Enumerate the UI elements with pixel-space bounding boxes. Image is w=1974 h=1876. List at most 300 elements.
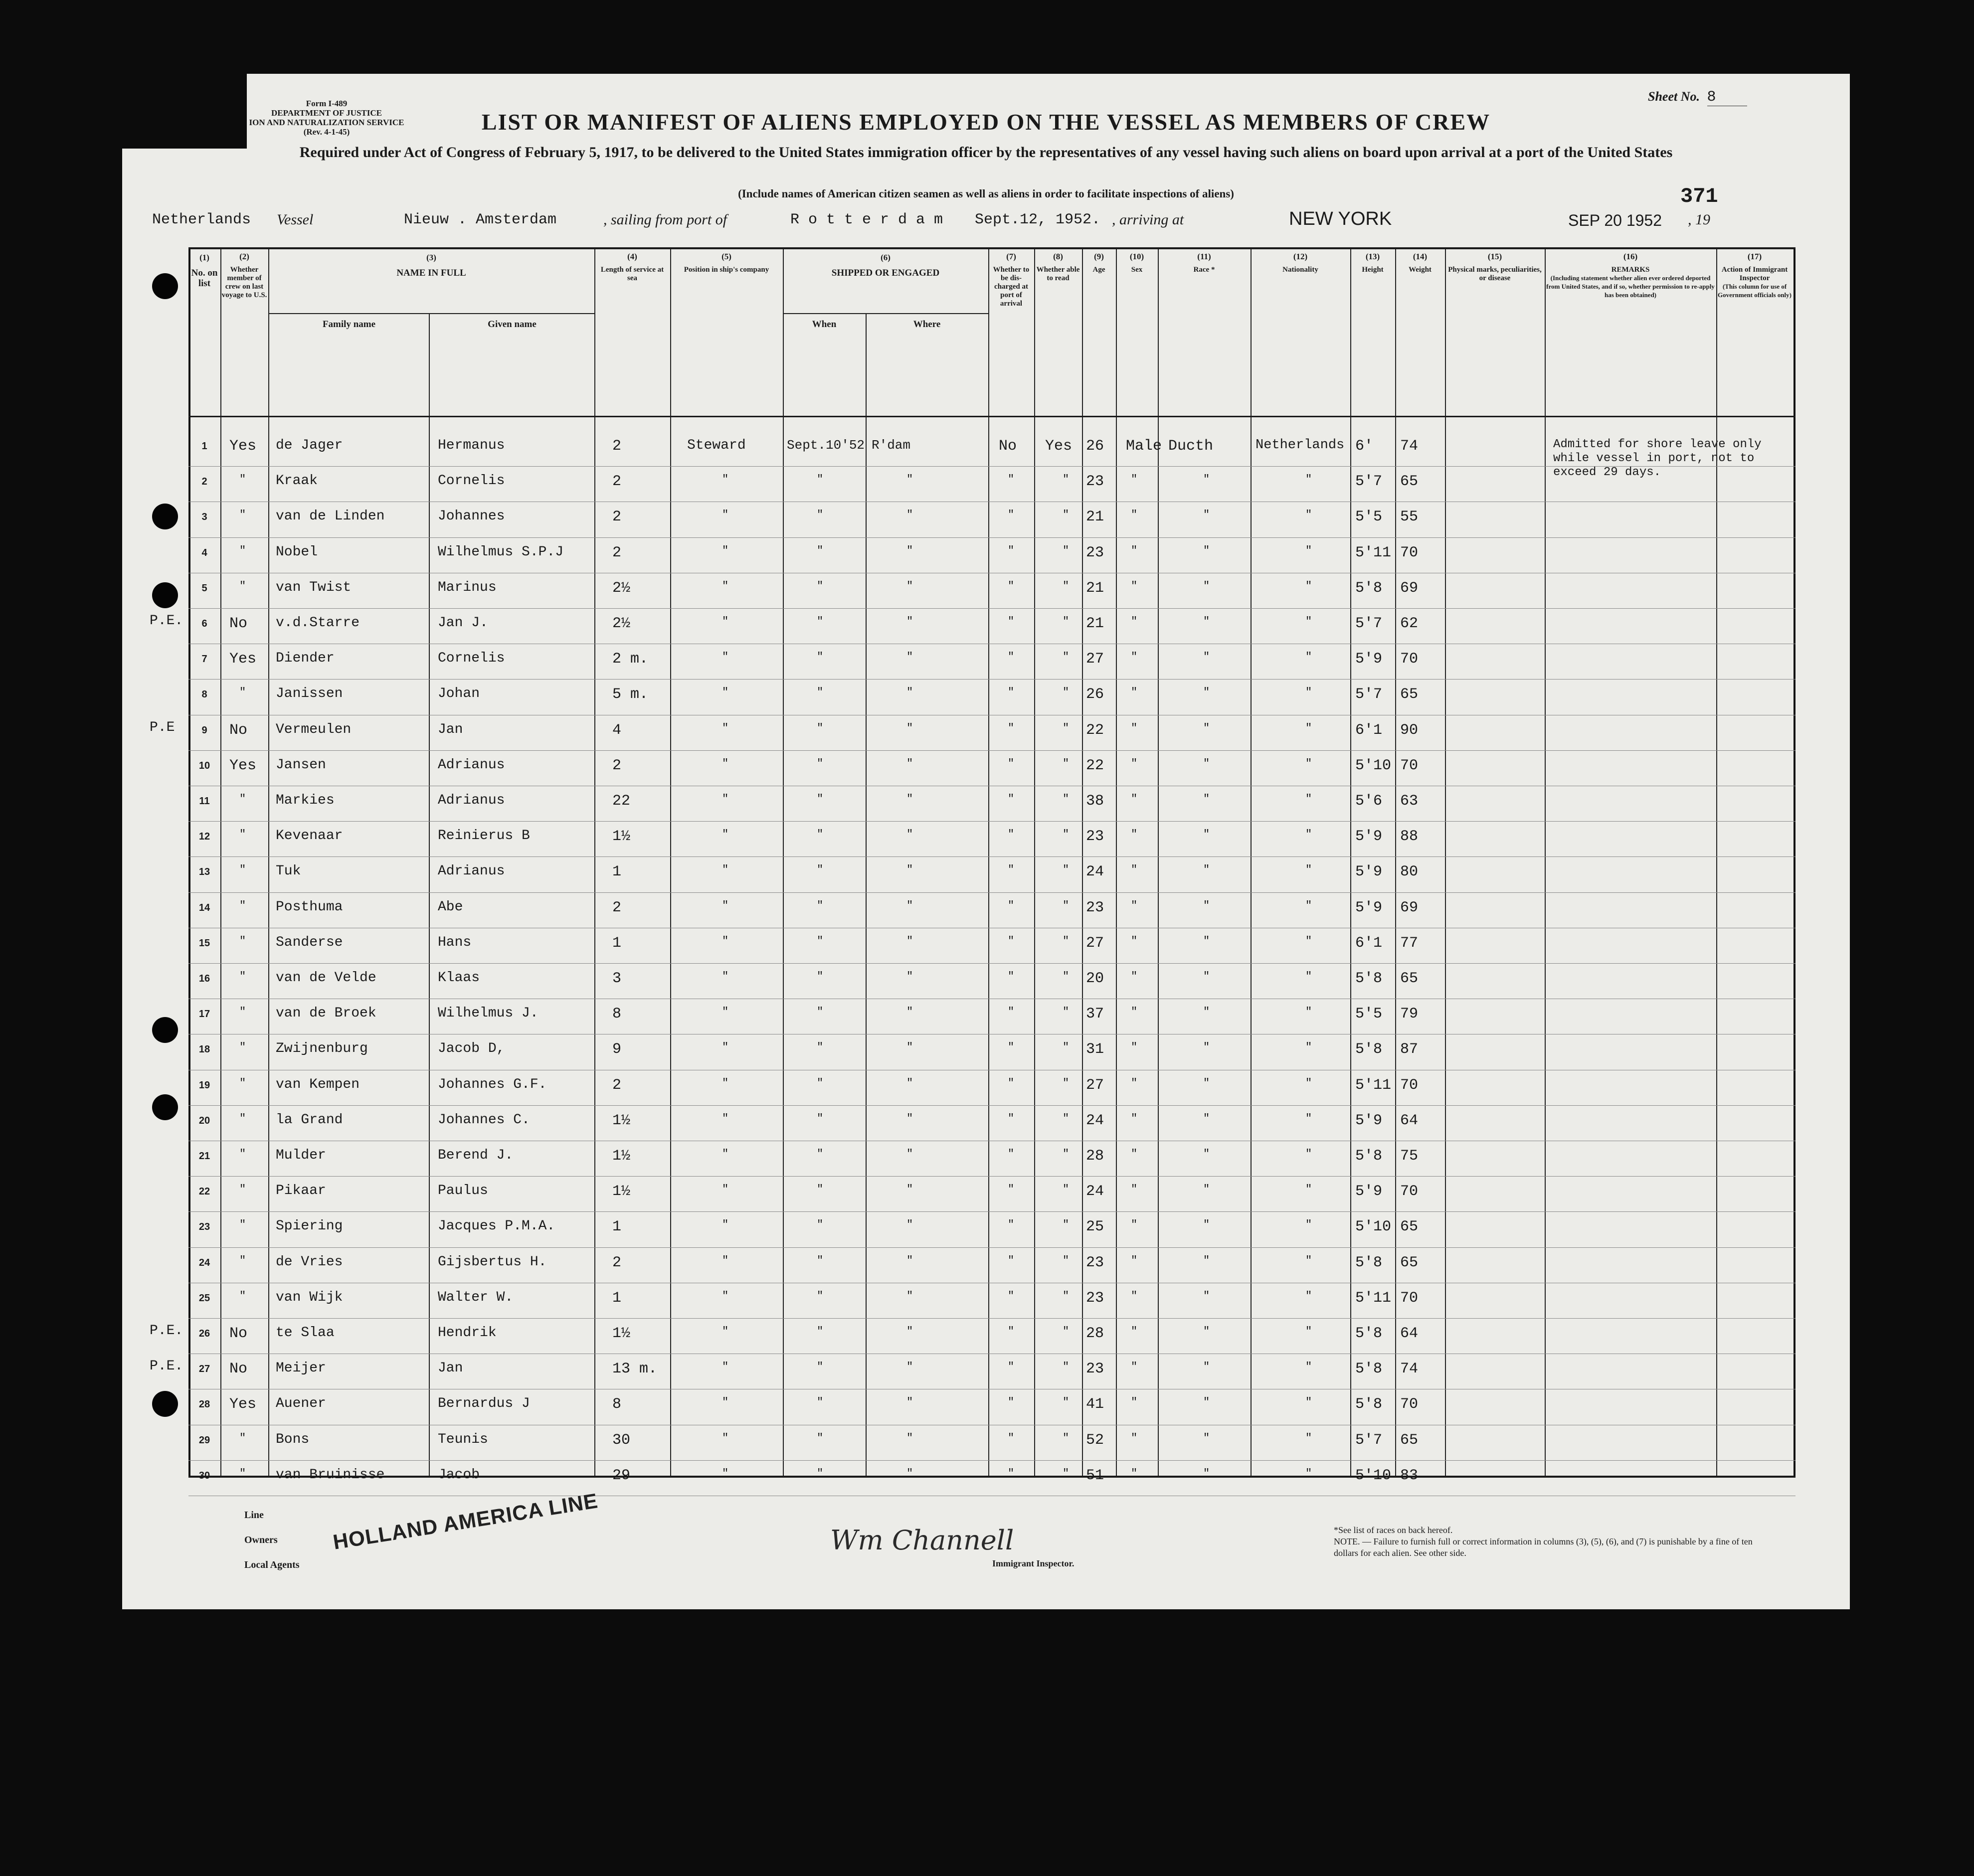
cell-race: " (1203, 1289, 1210, 1302)
year-label: , 19 (1688, 211, 1710, 228)
cell-age: 27 (1086, 1076, 1104, 1094)
cell-height: 6'1 (1355, 934, 1383, 952)
header-given: Given name (488, 319, 537, 330)
cell-weight: 62 (1400, 615, 1419, 632)
cell-where: " (906, 1006, 913, 1019)
cell-service: 2½ (612, 579, 631, 597)
cell-service: 4 (612, 721, 622, 739)
manifest-sheet (122, 74, 1850, 1609)
cell-service: 2 (612, 544, 622, 561)
sailing-label: , sailing from port of (603, 211, 727, 228)
cell-where: " (906, 1431, 913, 1444)
inspector-signature: Wm Channell (830, 1525, 1014, 1556)
row-number: 10 (198, 760, 210, 771)
cell-position: " (722, 473, 729, 486)
cell-given: Hans (438, 934, 472, 950)
table-row-rule (188, 679, 1795, 680)
owners-label: Owners (244, 1535, 278, 1545)
table-row (188, 1005, 1794, 1034)
cell-where: " (906, 579, 913, 592)
cell-nationality: " (1305, 1289, 1312, 1302)
header-sex: (10) Sex (1129, 252, 1144, 274)
form-number: Form I-489 (306, 99, 348, 108)
cell-height: 5'8 (1355, 970, 1383, 987)
cell-position: " (722, 1076, 729, 1089)
cell-read: " (1063, 1076, 1070, 1089)
row-number: 18 (198, 1044, 210, 1055)
table-row (188, 827, 1794, 856)
row-number: 4 (201, 547, 207, 558)
cell-service: 2 (612, 1076, 622, 1094)
cell-service: 1½ (612, 1325, 631, 1342)
service: ION AND NATURALIZATION SERVICE (249, 118, 404, 127)
cell-discharged: " (1008, 1112, 1015, 1125)
cell-weight: 65 (1400, 1431, 1419, 1449)
cell-read: " (1063, 1006, 1070, 1019)
cell-discharged: " (1008, 1006, 1015, 1019)
cell-nationality: " (1305, 1254, 1312, 1267)
cell-when: Sept.10'52 (787, 438, 865, 453)
cell-nationality: " (1305, 899, 1312, 912)
header-height: (13) Height (1362, 252, 1384, 274)
cell-read: " (1063, 651, 1070, 664)
cell-age: 23 (1086, 899, 1104, 916)
cell-position: " (722, 934, 729, 947)
cell-position: " (722, 1112, 729, 1125)
cell-height: 5'7 (1355, 1431, 1383, 1449)
header-name: (3) NAME IN FULL (396, 253, 466, 278)
cell-service: 2½ (612, 615, 631, 632)
cell-position: " (722, 899, 729, 912)
cell-position: " (722, 757, 729, 770)
cell-position: " (722, 1148, 729, 1160)
cell-position: " (722, 1041, 729, 1054)
table-row-rule (188, 537, 1795, 538)
table-row-rule (188, 821, 1795, 822)
header-service: (4) Length of service at sea (600, 252, 664, 282)
cell-race: " (1203, 1431, 1210, 1444)
cell-given: Jacques P.M.A. (438, 1218, 555, 1234)
cell-nationality: " (1305, 651, 1312, 664)
holland-america-line-stamp: HOLLAND AMERICA LINE (331, 1489, 600, 1554)
cell-family: de Jager (276, 438, 343, 453)
cell-when: " (817, 863, 824, 876)
pe-margin-mark: P.E. (150, 1323, 183, 1339)
header-where: Where (913, 319, 941, 330)
cell-age: 23 (1086, 544, 1104, 561)
cell-service: 8 (612, 1006, 622, 1023)
cell-sex: " (1131, 1183, 1138, 1196)
cell-given: Cornelis (438, 473, 505, 489)
cell-sex: " (1131, 970, 1138, 983)
table-row (188, 898, 1794, 928)
cell-given: Adrianus (438, 793, 505, 808)
table-row-rule (188, 608, 1795, 609)
cell-given: Jan (438, 721, 463, 737)
cell-position: " (722, 686, 729, 699)
sheet-no-value: 8 (1707, 89, 1747, 106)
cell-nationality: " (1305, 863, 1312, 876)
stamp-number: 371 (1680, 184, 1718, 208)
cell-given: Adrianus (438, 757, 505, 773)
cell-read: " (1063, 1148, 1070, 1160)
cell-discharged: " (1008, 1041, 1015, 1054)
cell-crew: " (239, 899, 246, 912)
cell-when: " (817, 1431, 824, 1444)
cell-service: 1½ (612, 1183, 631, 1200)
table-row (188, 969, 1794, 999)
cell-service: 13 m. (612, 1361, 658, 1378)
cell-sex: " (1131, 1467, 1138, 1480)
cell-family: Diender (276, 651, 335, 667)
inspector-label: Immigrant Inspector. (992, 1558, 1075, 1568)
cell-service: 2 (612, 899, 622, 916)
table-row (188, 1040, 1794, 1069)
cell-age: 38 (1086, 793, 1104, 810)
cell-crew: " (239, 1289, 246, 1302)
cell-sex: " (1131, 1218, 1138, 1231)
instruction-line: (Include names of American citizen seamen as well as aliens in order to facilitate inspections of aliens) (738, 187, 1234, 200)
table-row-rule (188, 1105, 1795, 1106)
cell-age: 22 (1086, 721, 1104, 739)
cell-read: " (1063, 1396, 1070, 1409)
cell-sex: " (1131, 686, 1138, 699)
cell-position: " (722, 828, 729, 841)
cell-position: " (722, 863, 729, 876)
cell-weight: 63 (1400, 793, 1419, 810)
cell-read: " (1063, 1325, 1070, 1338)
cell-where: " (906, 1289, 913, 1302)
cell-nationality: " (1305, 1431, 1312, 1444)
table-row (188, 1147, 1794, 1176)
cell-where: " (906, 1254, 913, 1267)
cell-crew: No (229, 1325, 248, 1342)
cell-read: " (1063, 1467, 1070, 1480)
cell-read: " (1063, 473, 1070, 486)
table-row-rule (188, 1247, 1795, 1248)
cell-position: " (722, 1218, 729, 1231)
cell-weight: 64 (1400, 1112, 1419, 1129)
cell-given: Adrianus (438, 863, 505, 879)
cell-where: " (906, 863, 913, 876)
cell-crew: Yes (229, 651, 257, 668)
cell-service: 5 m. (612, 686, 649, 703)
cell-height: 5'9 (1355, 1183, 1383, 1200)
voyage-line (152, 209, 1827, 232)
table-row-rule (188, 892, 1795, 893)
cell-nationality: " (1305, 686, 1312, 699)
header-weight: (14) Weight (1409, 252, 1432, 274)
cell-nationality: " (1305, 757, 1312, 770)
subheader-rule (783, 313, 988, 314)
department: DEPARTMENT OF JUSTICE (271, 108, 382, 118)
cell-sex: " (1131, 1148, 1138, 1160)
header-shipped: (6) SHIPPED OR ENGAGED (831, 253, 940, 278)
cell-service: 8 (612, 1396, 622, 1413)
header-position: (5) Position in ship's company (684, 252, 769, 274)
cell-weight: 70 (1400, 1183, 1419, 1200)
cell-race: " (1203, 1361, 1210, 1373)
cell-weight: 74 (1400, 1361, 1419, 1378)
arrival-port: NEW YORK (1289, 208, 1392, 229)
cell-age: 23 (1086, 1254, 1104, 1271)
cell-age: 51 (1086, 1467, 1104, 1484)
cell-sex: Male (1126, 438, 1162, 455)
cell-service: 1½ (612, 828, 631, 846)
cell-sex: " (1131, 651, 1138, 664)
cell-when: " (817, 1325, 824, 1338)
cell-position: " (722, 1325, 729, 1338)
cell-position: " (722, 1396, 729, 1409)
row-number: 14 (198, 902, 210, 913)
cell-discharged: " (1008, 1183, 1015, 1196)
cell-race: " (1203, 1254, 1210, 1267)
cell-nationality: " (1305, 1467, 1312, 1480)
cell-position: " (722, 1431, 729, 1444)
cell-sex: " (1131, 899, 1138, 912)
cell-service: 30 (612, 1431, 631, 1449)
cell-nationality: " (1305, 793, 1312, 805)
cell-when: " (817, 1112, 824, 1125)
row-number: 19 (198, 1079, 210, 1091)
cell-race: " (1203, 1325, 1210, 1338)
cell-height: 5'8 (1355, 1361, 1383, 1378)
cell-position: " (722, 721, 729, 734)
cell-sex: " (1131, 1041, 1138, 1054)
cell-race: " (1203, 1006, 1210, 1019)
cell-where: " (906, 651, 913, 664)
cell-sex: " (1131, 1112, 1138, 1125)
cell-read: " (1063, 615, 1070, 628)
cell-discharged: " (1008, 1396, 1015, 1409)
cell-age: 26 (1086, 438, 1104, 455)
cell-position: " (722, 615, 729, 628)
cell-family: Auener (276, 1396, 326, 1412)
cell-service: 2 (612, 509, 622, 526)
table-row (188, 721, 1794, 750)
table-row (188, 1431, 1794, 1460)
cell-read: " (1063, 1289, 1070, 1302)
cell-when: " (817, 1396, 824, 1409)
cell-race: " (1203, 934, 1210, 947)
cell-nationality: " (1305, 828, 1312, 841)
punch-hole (152, 1391, 178, 1417)
cell-sex: " (1131, 473, 1138, 486)
cell-weight: 55 (1400, 509, 1419, 526)
cell-weight: 65 (1400, 1254, 1419, 1271)
cell-age: 37 (1086, 1006, 1104, 1023)
cell-service: 1 (612, 1218, 622, 1236)
cell-service: 2 m. (612, 651, 649, 668)
cell-when: " (817, 1254, 824, 1267)
cell-read: " (1063, 1183, 1070, 1196)
cell-service: 1½ (612, 1112, 631, 1129)
row-number: 28 (198, 1399, 210, 1410)
cell-when: " (817, 544, 824, 557)
arrival-date: SEP 20 1952 (1568, 211, 1662, 229)
cell-age: 21 (1086, 509, 1104, 526)
cell-discharged: " (1008, 1467, 1015, 1480)
cell-discharged: " (1008, 615, 1015, 628)
cell-nationality: " (1305, 509, 1312, 521)
cell-position: " (722, 1254, 729, 1267)
table-row (188, 1360, 1794, 1389)
cell-age: 23 (1086, 473, 1104, 491)
cell-read: " (1063, 1254, 1070, 1267)
cell-read: " (1063, 863, 1070, 876)
header-age: (9) Age (1092, 252, 1105, 274)
cell-position: Steward (687, 438, 746, 453)
cell-sex: " (1131, 1325, 1138, 1338)
cell-family: van Wijk (276, 1289, 343, 1305)
row-number: 29 (198, 1434, 210, 1446)
cell-race: " (1203, 721, 1210, 734)
cell-height: 5'9 (1355, 863, 1383, 881)
cell-height: 5'6 (1355, 793, 1383, 810)
cell-age: 22 (1086, 757, 1104, 774)
cell-where: " (906, 1148, 913, 1160)
header-remarks: (16) REMARKS (Including statement whether alien ever ordered deported from United States, and if so, whether permission to re-apply has been obtained) (1546, 252, 1715, 299)
cell-given: Teunis (438, 1431, 488, 1447)
cell-discharged: " (1008, 757, 1015, 770)
cell-where: " (906, 970, 913, 983)
cell-read: " (1063, 970, 1070, 983)
cell-discharged: " (1008, 721, 1015, 734)
cell-family: de Vries (276, 1254, 343, 1270)
row-number: 24 (198, 1257, 210, 1268)
cell-race: " (1203, 579, 1210, 592)
cell-family: la Grand (276, 1112, 343, 1128)
table-row (188, 934, 1794, 963)
cell-race: " (1203, 1183, 1210, 1196)
cell-given: Wilhelmus J. (438, 1006, 538, 1022)
cell-given: Hendrik (438, 1325, 497, 1341)
row-number: 13 (198, 866, 210, 878)
cell-race: " (1203, 793, 1210, 805)
cell-nationality: " (1305, 579, 1312, 592)
cell-age: 31 (1086, 1041, 1104, 1058)
cell-given: Jacob (438, 1467, 480, 1483)
table-row (188, 1324, 1794, 1354)
cell-position: " (722, 1006, 729, 1019)
sheet-number (1648, 89, 1747, 106)
sheet-label: Sheet No. (1648, 89, 1700, 104)
cell-service: 2 (612, 473, 622, 491)
cell-position: " (722, 793, 729, 805)
cell-position: " (722, 1289, 729, 1302)
cell-height: 5'5 (1355, 1006, 1383, 1023)
cell-discharged: " (1008, 1148, 1015, 1160)
cell-read: " (1063, 686, 1070, 699)
cell-position: " (722, 509, 729, 521)
table-row-rule (188, 466, 1795, 467)
cell-nationality: " (1305, 1112, 1312, 1125)
pe-margin-mark: P.E. (150, 1359, 183, 1374)
revision: (Rev. 4-1-45) (303, 127, 350, 137)
row-number: 27 (198, 1364, 210, 1375)
punch-hole (152, 582, 178, 608)
cell-crew: No (229, 1361, 248, 1378)
cell-age: 20 (1086, 970, 1104, 987)
cell-family: Janissen (276, 686, 343, 702)
document-subtitle: Required under Act of Congress of February 5, 1917, to be delivered to the United States immigration officer by the representatives of any vessel having such aliens on board upon arrival at a port of the United States (299, 144, 1673, 161)
cell-nationality: " (1305, 934, 1312, 947)
cell-height: 5'7 (1355, 615, 1383, 632)
row-number: 15 (198, 937, 210, 949)
cell-sex: " (1131, 793, 1138, 805)
cell-height: 5'8 (1355, 1148, 1383, 1165)
cell-crew: Yes (229, 1396, 257, 1413)
cell-given: Johan (438, 686, 480, 702)
cell-weight: 83 (1400, 1467, 1419, 1484)
cell-sex: " (1131, 1431, 1138, 1444)
cell-crew: " (239, 1183, 246, 1196)
cell-height: 5'10 (1355, 1467, 1392, 1484)
cell-sex: " (1131, 1361, 1138, 1373)
cell-read: Yes (1045, 438, 1073, 455)
cell-given: Paulus (438, 1183, 488, 1199)
pe-margin-mark: P.E (150, 719, 175, 735)
row-number: 1 (201, 441, 207, 452)
cell-when: " (817, 473, 824, 486)
header-discharged: (7) Whether to be dis-charged at port of arrival (993, 252, 1030, 308)
cell-family: Meijer (276, 1361, 326, 1376)
cell-race: " (1203, 1112, 1210, 1125)
cell-weight: 79 (1400, 1006, 1419, 1023)
cell-crew: " (239, 579, 246, 592)
cell-where: " (906, 1325, 913, 1338)
cell-weight: 70 (1400, 544, 1419, 561)
row-number: 16 (198, 973, 210, 984)
cell-family: Mulder (276, 1148, 326, 1163)
cell-sex: " (1131, 615, 1138, 628)
cell-service: 2 (612, 1254, 622, 1271)
cell-family: van de Velde (276, 970, 376, 986)
row-number: 23 (198, 1221, 210, 1233)
header-action: (17) Action of Immigrant Inspector (This column for use of Government officials only) (1717, 252, 1792, 299)
table-row (188, 1111, 1794, 1141)
cell-weight: 75 (1400, 1148, 1419, 1165)
cell-when: " (817, 579, 824, 592)
cell-discharged: " (1008, 1431, 1015, 1444)
cell-family: Pikaar (276, 1183, 326, 1199)
cell-service: 1 (612, 1289, 622, 1307)
cell-weight: 88 (1400, 828, 1419, 846)
cell-sex: " (1131, 1289, 1138, 1302)
cell-age: 24 (1086, 1112, 1104, 1129)
cell-height: 5'9 (1355, 899, 1383, 916)
cell-service: 1 (612, 863, 622, 881)
row-number: 26 (198, 1328, 210, 1339)
cell-read: " (1063, 1431, 1070, 1444)
cell-nationality: " (1305, 721, 1312, 734)
cell-sex: " (1131, 1076, 1138, 1089)
cell-service: 1 (612, 934, 622, 952)
cell-given: Johannes C. (438, 1112, 530, 1128)
cell-height: 5'9 (1355, 1112, 1383, 1129)
cell-crew: " (239, 686, 246, 699)
cell-read: " (1063, 509, 1070, 521)
flag: Netherlands (152, 211, 251, 228)
cell-family: Markies (276, 793, 335, 808)
cell-given: Bernardus J (438, 1396, 530, 1412)
cell-where: " (906, 1076, 913, 1089)
sailing-date: Sept.12, 1952. (975, 211, 1101, 228)
cell-read: " (1063, 793, 1070, 805)
cell-race: " (1203, 686, 1210, 699)
cell-where: " (906, 1467, 913, 1480)
cell-family: Sanderse (276, 934, 343, 950)
